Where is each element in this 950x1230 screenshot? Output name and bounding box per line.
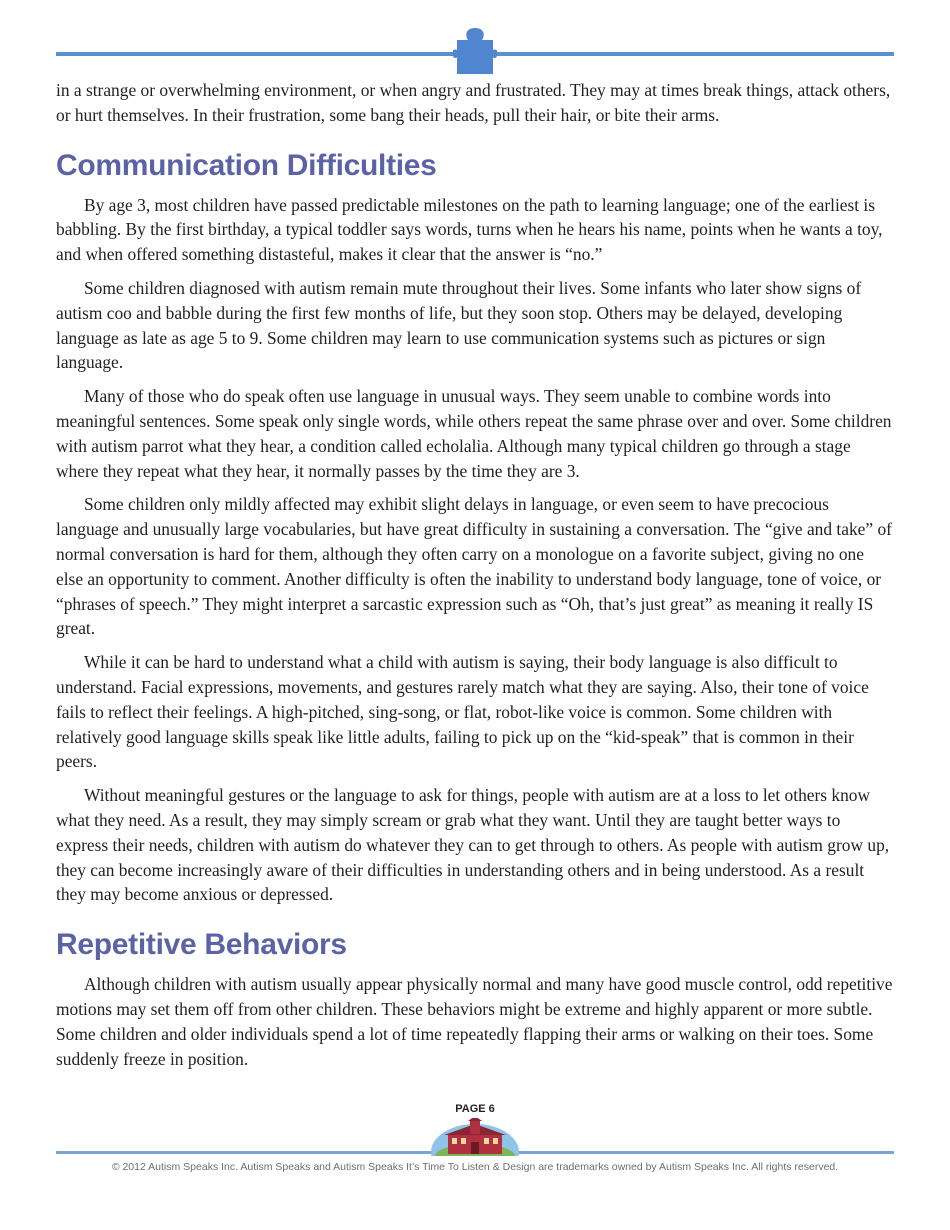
paragraph: Without meaningful gestures or the language to ask for things, people with autism are at a loss to let others know what they need. As a result, they may simply scream or grab what they want. Until they are taught better ways to express their needs, children with autism do whatever they can to get through to others. As people with autism grow up, they can become increasingly aware of their difficulties in understanding others and in being understood. As a result they may become anxious or depressed.	[56, 785, 890, 905]
intro-paragraph: in a strange or overwhelming environment, or when angry and frustrated. They may at times break things, attack others, or hurt themselves. In their frustration, some bang their heads, pull their hair, or bite their arms.	[56, 80, 891, 125]
section-heading-repetitive: Repetitive Behaviors	[56, 928, 347, 962]
section-heading-communication: Communication Difficulties	[56, 148, 437, 182]
page-content	[56, 78, 894, 1080]
schoolhouse-globe-logo-icon	[430, 1118, 520, 1156]
paragraph: By age 3, most children have passed predictable milestones on the path to learning language; one of the earliest is babbling. By the first birthday, a typical toddler says words, turns when he hears his name, points when he wants a toy, and when offered something distasteful, makes it clear that the answer is “no.”	[56, 194, 883, 265]
copyright-notice: © 2012 Autism Speaks Inc. Autism Speaks and Autism Speaks It’s Time To Listen & Design are trademarks owned by Autism Speaks Inc. All rights reserved.	[111, 1161, 839, 1173]
puzzle-piece-icon	[453, 26, 497, 76]
paragraph: Although children with autism usually appear physically normal and many have good muscle control, odd repetitive motions may set them off from other children. These behaviors might be extreme and highly apparent or more subtle. Some children and older individuals spend a lot of time repeatedly flapping their arms or walking on their toes. Some suddenly freeze in position.	[56, 974, 893, 1069]
paragraph: While it can be hard to understand what a child with autism is saying, their body language is also difficult to understand. Facial expressions, movements, and gestures rarely match what they are saying. Also, their tone of voice fails to reflect their feelings. A high-pitched, sing-song, or flat, robot-like voice is common. Some children with relatively good language skills speak like little adults, failing to pick up on the “kid-speak” that is common in their peers.	[56, 652, 869, 772]
paragraph: Many of those who do speak often use language in unusual ways. They seem unable to combine words into meaningful sentences. Some speak only single words, while others repeat the same phrase over and over. Some children with autism parrot what they hear, a condition called echolalia. Although many typical children go through a stage where they repeat what they hear, it normally passes by the time they are 3.	[56, 386, 892, 481]
page-number: PAGE 6	[455, 1103, 495, 1115]
paragraph: Some children only mildly affected may exhibit slight delays in language, or even seem to have precocious language and unusually large vocabularies, but have great difficulty in sustaining a conversation. The “give and take” of normal conversation is hard for them, although they often carry on a monologue on a favorite subject, giving no one else an opportunity to comment. Another difficulty is often the inability to understand body language, tone of voice, or “phrases of speech.” They might interpret a sarcastic expression such as “Oh, that’s just great” as meaning it really IS great.	[56, 494, 892, 639]
paragraph: Some children diagnosed with autism remain mute throughout their lives. Some infants who later show signs of autism coo and babble during the first few months of life, but they soon stop. Others may be delayed, developing language as late as age 5 to 9. Some children may learn to use communication systems such as pictures or sign language.	[56, 277, 862, 373]
